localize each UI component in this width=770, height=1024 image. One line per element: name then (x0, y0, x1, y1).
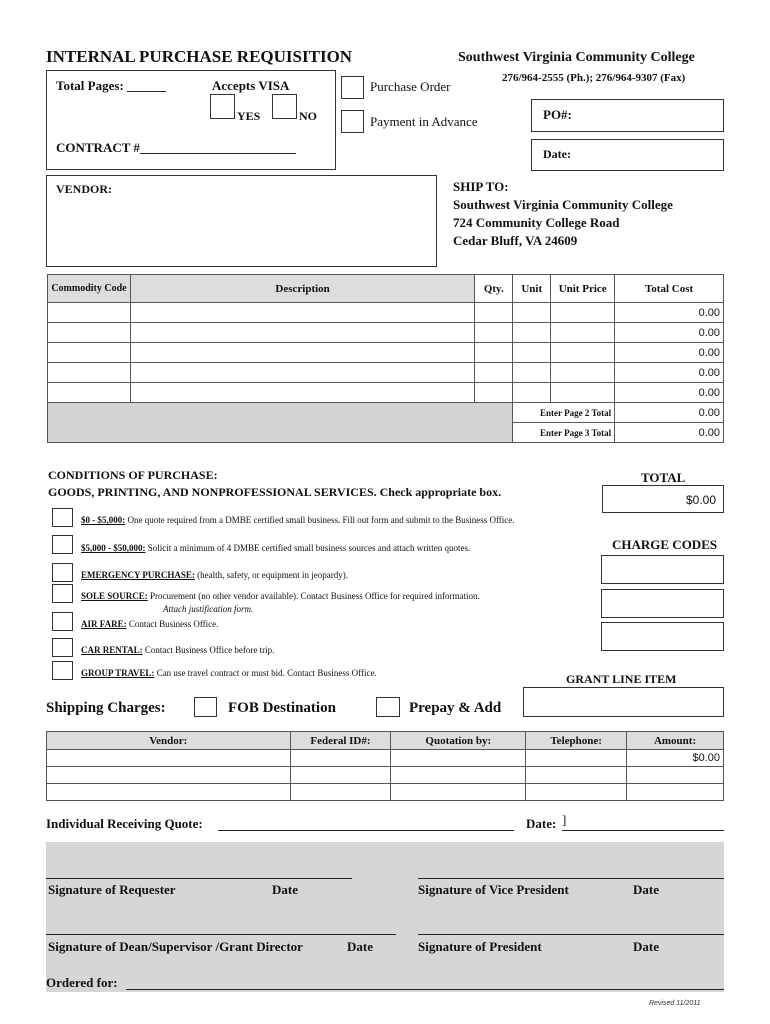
form-title: INTERNAL PURCHASE REQUISITION (46, 47, 353, 66)
cond-3-checkbox[interactable] (52, 563, 73, 582)
header-unit: Unit (513, 275, 551, 303)
prepay-checkbox[interactable] (376, 697, 400, 717)
desc-cell[interactable] (130, 363, 474, 383)
ship-to-name: Southwest Virginia Community College (453, 197, 673, 212)
table-row (47, 784, 724, 801)
price-cell[interactable] (551, 323, 615, 343)
code-cell[interactable] (48, 303, 131, 323)
price-cell[interactable] (551, 303, 615, 323)
requester-sig-label: Signature of Requester (48, 882, 176, 897)
table-row (47, 750, 724, 767)
table-row (47, 767, 724, 784)
vq-cell[interactable] (47, 784, 291, 801)
total-pages-label: Total Pages: ______ (56, 78, 167, 93)
cond-2-title: $5,000 - $50,000: (81, 543, 146, 553)
vendor-label: VENDOR: (56, 182, 112, 196)
cond-2-desc: Solicit a minimum of 4 DMBE certified small business sources and attach written quotes. (145, 543, 471, 553)
charge-code-3-field[interactable] (601, 622, 724, 651)
accepts-visa-label: Accepts VISA (212, 78, 290, 93)
vq-header-vendor: Vendor: (47, 732, 291, 750)
cond-7 (81, 668, 377, 678)
unit-cell[interactable] (513, 303, 551, 323)
charge-code-1-field[interactable] (601, 555, 724, 584)
receiving-date-value: ] (562, 812, 567, 827)
code-cell[interactable] (48, 343, 131, 363)
cond-7-title: GROUP TRAVEL: (81, 668, 155, 678)
total-cell: 0.00 (615, 303, 724, 323)
ship-to-address: 724 Community College Road (453, 215, 620, 230)
total-cell: 0.00 (615, 363, 724, 383)
ship-to-block (453, 178, 673, 250)
table-row (48, 323, 724, 343)
receiving-date-field[interactable] (562, 815, 724, 831)
cond-7-checkbox[interactable] (52, 661, 73, 680)
fob-label: FOB Destination (228, 700, 336, 716)
table-row (48, 383, 724, 403)
president-date-label: Date (633, 939, 659, 954)
college-phone: 276/964-2555 (Ph.); 276/964-9307 (Fax) (502, 72, 686, 84)
cond-6-title: CAR RENTAL: (81, 645, 143, 655)
price-cell[interactable] (551, 363, 615, 383)
conditions-title: CONDITIONS OF PURCHASE: (48, 468, 218, 482)
vq-cell[interactable] (627, 784, 724, 801)
charge-codes-label: CHARGE CODES (612, 537, 718, 552)
items-table (47, 274, 724, 443)
cond-4 (81, 591, 480, 601)
vq-cell[interactable] (47, 767, 291, 784)
vp-sig-label: Signature of Vice President (418, 882, 569, 897)
page2-total-field[interactable]: 0.00 (615, 403, 724, 423)
vp-sig-line[interactable] (418, 878, 724, 879)
revised-note: Revised 11/2011 (649, 1000, 701, 1007)
cond-4-desc: Procurement (no other vendor available). Contact Business Office for required information. (147, 591, 480, 601)
grant-line-field[interactable] (523, 687, 724, 717)
conditions-subtitle: GOODS, PRINTING, AND NONPROFESSIONAL SERVICES. Check appropriate box. (48, 485, 502, 499)
total-label: TOTAL (641, 470, 686, 485)
college-name: Southwest Virginia Community College (458, 50, 695, 65)
dean-sig-label: Signature of Dean/Supervisor /Grant Director (48, 939, 303, 954)
vq-cell[interactable] (290, 784, 391, 801)
ship-to-label: SHIP TO: (453, 179, 509, 194)
ordered-for-label: Ordered for: (46, 975, 118, 990)
payment-advance-checkbox[interactable] (341, 110, 364, 133)
cond-2 (81, 543, 470, 553)
visa-no-checkbox[interactable] (272, 94, 297, 119)
requester-sig-line[interactable] (46, 878, 352, 879)
contract-field[interactable]: CONTRACT #________________________ (56, 140, 296, 155)
vq-amount: $0.00 (627, 750, 724, 767)
cond-4-title: SOLE SOURCE: (81, 591, 148, 601)
vq-cell[interactable] (391, 784, 526, 801)
grant-line-label: GRANT LINE ITEM (566, 672, 677, 686)
vq-header-quote: Quotation by: (391, 732, 526, 750)
page2-row (48, 403, 724, 423)
code-cell[interactable] (48, 383, 131, 403)
table-row (48, 303, 724, 323)
unit-cell[interactable] (513, 343, 551, 363)
vq-cell[interactable] (290, 767, 391, 784)
cond-5-title: AIR FARE: (81, 619, 127, 629)
header-total-cost: Total Cost (615, 275, 724, 303)
total-cell: 0.00 (615, 323, 724, 343)
purchase-order-checkbox[interactable] (341, 76, 364, 99)
qty-cell[interactable] (475, 383, 513, 403)
requester-date-label: Date (272, 882, 298, 897)
vq-cell[interactable] (391, 750, 526, 767)
receiving-date-label: Date: (526, 816, 557, 831)
vq-cell[interactable] (290, 750, 391, 767)
vendor-quote-table (46, 731, 724, 801)
cond-4-extra: Attach justification form. (163, 604, 254, 614)
cond-1-desc: One quote required from a DMBE certified small business. Fill out form and submit to the Business Office. (125, 515, 515, 525)
vq-cell[interactable] (47, 750, 291, 767)
unit-cell[interactable] (513, 323, 551, 343)
cond-1 (81, 515, 515, 525)
page3-total-field[interactable]: 0.00 (615, 423, 724, 443)
cond-2-checkbox[interactable] (52, 535, 73, 554)
dean-sig-line[interactable] (46, 934, 396, 935)
cond-5 (81, 619, 218, 629)
price-cell[interactable] (551, 343, 615, 363)
cond-5-desc: Contact Business Office. (126, 619, 219, 629)
qty-cell[interactable] (475, 303, 513, 323)
unit-cell[interactable] (513, 383, 551, 403)
cond-1-checkbox[interactable] (52, 508, 73, 527)
cond-6-desc: Contact Business Office before trip. (142, 645, 275, 655)
price-cell[interactable] (551, 383, 615, 403)
vq-cell[interactable] (627, 767, 724, 784)
shipping-label: Shipping Charges: (46, 700, 166, 716)
page2-label: Enter Page 2 Total (513, 403, 615, 423)
code-cell[interactable] (48, 323, 131, 343)
cond-1-title: $0 - $5,000: (81, 515, 126, 525)
page3-label: Enter Page 3 Total (513, 423, 615, 443)
payment-advance-label: Payment in Advance (370, 114, 478, 129)
unit-cell[interactable] (513, 363, 551, 383)
po-label: PO#: (543, 107, 572, 122)
qty-cell[interactable] (475, 343, 513, 363)
vq-cell[interactable] (526, 750, 627, 767)
desc-cell[interactable] (130, 383, 474, 403)
table-row (48, 343, 724, 363)
visa-no-label: NO (299, 109, 317, 123)
date-label: Date: (543, 147, 571, 161)
ordered-for-field[interactable] (126, 974, 724, 990)
vq-cell[interactable] (526, 767, 627, 784)
desc-cell[interactable] (130, 343, 474, 363)
header-commodity-code: Commodity Code (48, 275, 131, 303)
signature-area (46, 842, 724, 992)
code-cell[interactable] (48, 363, 131, 383)
fob-checkbox[interactable] (194, 697, 217, 717)
dean-date-label: Date (347, 939, 373, 954)
cond-4-checkbox[interactable] (52, 584, 73, 603)
shaded-area (48, 403, 513, 443)
visa-yes-checkbox[interactable] (210, 94, 235, 119)
total-cell: 0.00 (615, 383, 724, 403)
cond-5-checkbox[interactable] (52, 612, 73, 631)
ship-to-city: Cedar Bluff, VA 24609 (453, 233, 578, 248)
cond-7-desc: Can use travel contract or must bid. Contact Business Office. (154, 668, 377, 678)
president-sig-line[interactable] (418, 934, 724, 935)
purchase-order-label: Purchase Order (370, 79, 451, 94)
cond-3 (81, 570, 348, 580)
qty-cell[interactable] (475, 323, 513, 343)
desc-cell[interactable] (130, 303, 474, 323)
cond-6-checkbox[interactable] (52, 638, 73, 657)
cond-6 (81, 645, 274, 655)
header-qty: Qty. (475, 275, 513, 303)
prepay-label: Prepay & Add (409, 700, 502, 716)
header-description: Description (130, 275, 474, 303)
qty-cell[interactable] (475, 363, 513, 383)
receiving-quote-field[interactable] (218, 815, 514, 831)
grand-total-value: $0.00 (685, 493, 716, 507)
receiving-quote-label: Individual Receiving Quote: (46, 816, 203, 831)
vq-cell[interactable] (526, 784, 627, 801)
vp-date-label: Date (633, 882, 659, 897)
cond-3-title: EMERGENCY PURCHASE: (81, 570, 195, 580)
total-cell: 0.00 (615, 343, 724, 363)
vq-header-fed: Federal ID#: (290, 732, 391, 750)
president-sig-label: Signature of President (418, 939, 542, 954)
table-row (48, 363, 724, 383)
charge-code-2-field[interactable] (601, 589, 724, 618)
cond-3-desc: (health, safety, or equipment in jeopardy). (194, 570, 349, 580)
vq-cell[interactable] (391, 767, 526, 784)
vq-header-tel: Telephone: (526, 732, 627, 750)
desc-cell[interactable] (130, 323, 474, 343)
header-unit-price: Unit Price (551, 275, 615, 303)
visa-yes-label: YES (237, 109, 261, 123)
vq-header-amount: Amount: (627, 732, 724, 750)
